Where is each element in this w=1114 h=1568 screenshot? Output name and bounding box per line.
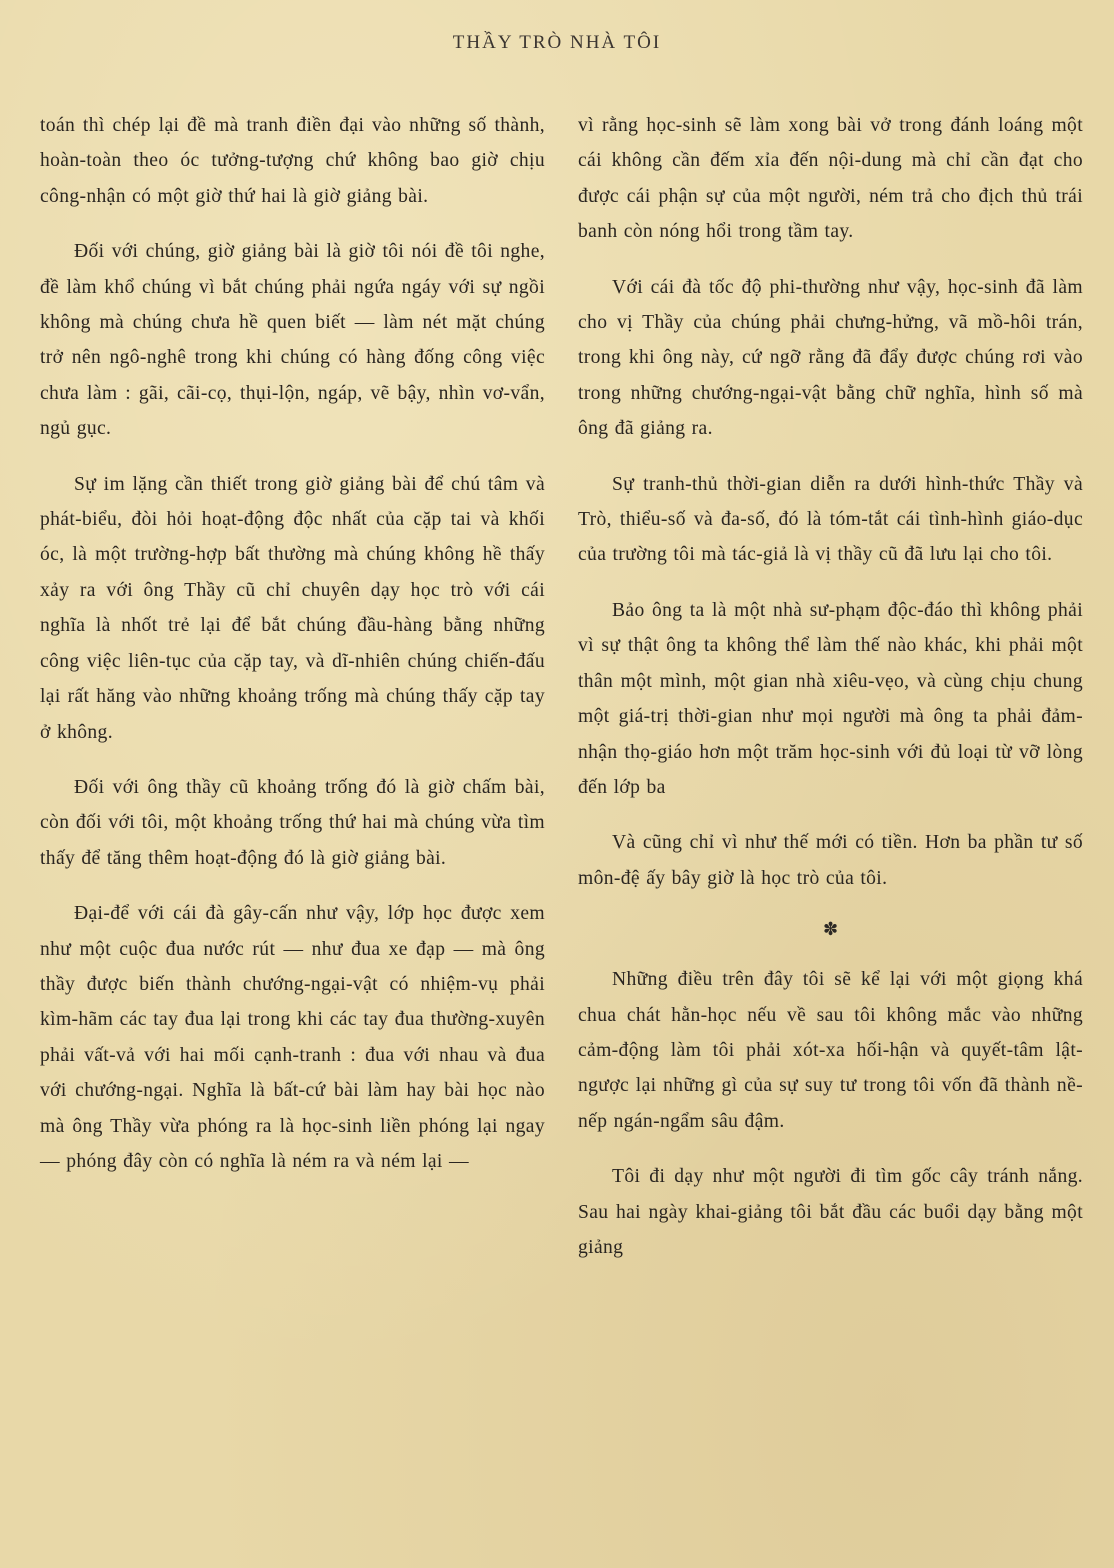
- left-paragraph-5: Đại-để với cái đà gây-cấn như vậy, lớp học được xem như một cuộc đua nước rút — như đua xe đạp — mà ông thầy được biến thành chướng-ngại-vật có nhiệm-vụ phải kìm-hãm các tay đua lại trong khi các tay đua thường-xuyên phải vất-vả với hai mối cạnh-tranh : đua với nhau và đua với chướng-ngại. Nghĩa là bất-cứ bài làm hay bài học nào mà ông Thầy vừa phóng ra là học-sinh liền phóng lại ngay — phóng đây còn có nghĩa là ném ra và ném lại —: [40, 903, 545, 1172]
- right-paragraph-5: Và cũng chỉ vì như thế mới có tiền. Hơn ba phần tư số môn-đệ ấy bây giờ là học trò của tôi.: [578, 832, 1083, 889]
- right-paragraph-3: Sự tranh-thủ thời-gian diễn ra dưới hình-thức Thầy và Trò, thiểu-số và đa-số, đó là tóm-tắt cái tình-hình giáo-dục của trường tôi mà tác-giả là vị thầy cũ đã lưu lại cho tôi.: [578, 473, 1083, 566]
- left-paragraph-4: Đối với ông thầy cũ khoảng trống đó là giờ chấm bài, còn đối với tôi, một khoảng trống thứ hai mà chúng vừa tìm thấy để tăng thêm hoạt-động đó là giờ giảng bài.: [40, 776, 545, 869]
- right-paragraph-4: Bảo ông ta là một nhà sư-phạm độc-đáo thì không phải vì sự thật ông ta không thể làm thế nào khác, khi phải một thân một mình, một gian nhà xiêu-vẹo, và cùng chịu chung một giá-trị thời-gian như mọi người mà ông ta phải đảm-nhận thọ-giáo hơn một trăm học-sinh với đủ loại từ vỡ lòng đến lớp ba: [578, 599, 1083, 798]
- left-paragraph-2: Đối với chúng, giờ giảng bài là giờ tôi nói đề tôi nghe, đề làm khổ chúng vì bắt chúng phải ngứa ngáy với sự ngồi không mà chúng chưa hề quen biết — làm nét mặt chúng trở nên ngô-nghê trong khi chúng có hàng đống công việc chưa làm : gãi, cãi-cọ, thụi-lộn, ngáp, vẽ bậy, nhìn vơ-vẩn, ngủ gục.: [40, 241, 545, 440]
- right-paragraph-6: Những điều trên đây tôi sẽ kể lại với một giọng khá chua chát hằn-học nếu về sau tôi không mắc vào những cảm-động làm tôi phải xót-xa hối-hận và quyết-tâm lật-ngược lại những gì của sự suy tư trong tôi vốn đã thành nề-nếp ngán-ngẩm sâu đậm.: [578, 969, 1083, 1132]
- running-title: THẦY TRÒ NHÀ TÔI: [452, 32, 662, 53]
- right-paragraph-7: Tôi đi dạy như một người đi tìm gốc cây tránh nắng. Sau hai ngày khai-giảng tôi bắt đầu các buổi dạy bằng một giảng: [578, 1166, 1083, 1258]
- right-paragraph-2: Với cái đà tốc độ phi-thường như vậy, học-sinh đã làm cho vị Thầy của chúng phải chưng-hửng, vã mồ-hôi trán, trong khi ông này, cứ ngỡ rằng đã đẩy được chúng rơi vào trong những chướng-ngại-vật bằng chữ nghĩa, hình số mà ông đã giảng ra.: [578, 276, 1083, 440]
- left-paragraph-1: toán thì chép lại đề mà tranh điền đại vào những số thành, hoàn-toàn theo óc tưởng-tượng chứ không bao giờ chịu công-nhận có một giờ thứ hai là giờ giảng bài.: [40, 115, 545, 207]
- right-column: [578, 108, 1083, 1285]
- left-column: [40, 108, 545, 1199]
- section-break-ornament-icon: ✽: [822, 919, 839, 941]
- right-paragraph-1: vì rằng học-sinh sẽ làm xong bài vở trong đánh loáng một cái không cần đếm xỉa đến nội-dung mà chỉ cần đạt cho được cái phận sự của một người, ném trả cho địch thủ trái banh còn nóng hổi trong tầm tay.: [578, 115, 1083, 243]
- left-paragraph-3: Sự im lặng cần thiết trong giờ giảng bài để chú tâm và phát-biểu, đòi hỏi hoạt-động độc nhất của cặp tai và khối óc, là một trường-hợp bất thường mà chúng không hề thấy xảy ra với ông Thầy cũ chỉ chuyên dạy học trò với cái nghĩa là nhốt trẻ lại để bắt chúng đầu-hàng bằng những công việc liên-tục của cặp tay, và dĩ-nhiên chúng chiến-đấu lại rất hăng vào những khoảng trống mà chúng thấy cặp tay ở không.: [40, 473, 545, 743]
